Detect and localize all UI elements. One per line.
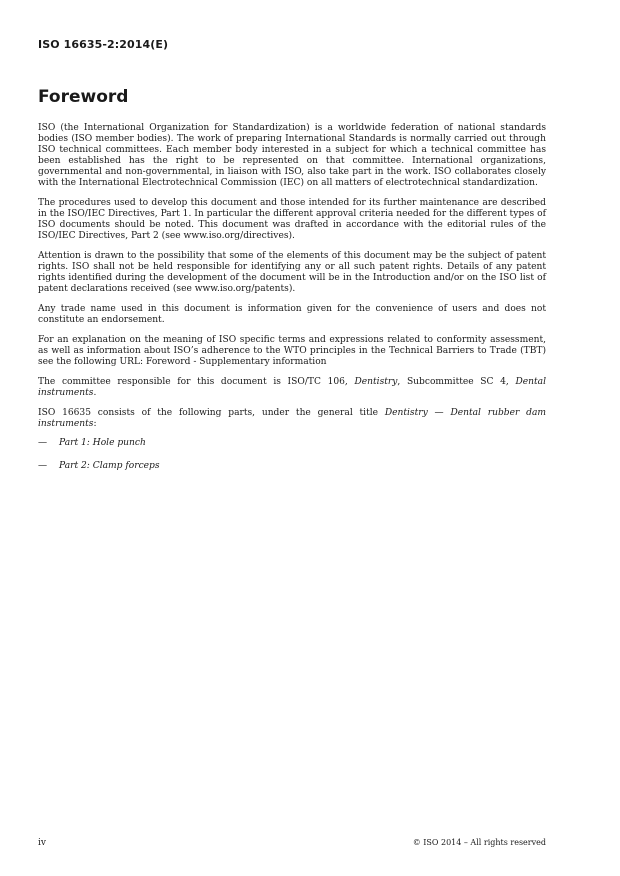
- paragraph-parts-intro: [38, 408, 546, 430]
- paragraph-procedures: The procedures used to develop this document and those intended for its further maintenance are described in the ISO/IEC Directives, Part 1. In particular the different approval criteria needed for the different types of ISO documents should be noted. This document was drafted in accordance with the editorial rules of the ISO/IEC Directives, Part 2 (see www.iso.org/directives).: [38, 198, 546, 242]
- page-number: iv: [38, 838, 46, 848]
- committee-name: Dentistry: [354, 376, 398, 387]
- subcommittee-name: Dental instruments: [38, 376, 546, 398]
- paragraph-conformity: For an explanation on the meaning of ISO specific terms and expressions related to conformity assessment, as well as information about ISO’s adherence to the WTO principles in the Technical Barriers to Trade (TBT) see the following URL: Foreword - Supplementary information: [38, 334, 546, 368]
- part-label: Part 1: Hole punch: [59, 438, 146, 449]
- parts-list: [38, 438, 546, 472]
- document-id: ISO 16635-2:2014(E): [38, 38, 169, 51]
- list-dash: —: [38, 460, 48, 471]
- list-dash: —: [38, 438, 48, 449]
- paragraph-patents: Attention is drawn to the possibility that some of the elements of this document may be the subject of patent rights. ISO shall not be held responsible for identifying any or all such patent rights. Details of any patent rights identified during the development of the document will be in the Introduction and/or on the ISO list of patent declarations received (see www.iso.org/patents).: [38, 251, 546, 295]
- part-label: Part 2: Clamp forceps: [59, 460, 160, 471]
- parts-intro-text: ISO 16635 consists of the following parts, under the general title: [38, 407, 385, 418]
- paragraph-trade-names: Any trade name used in this document is information given for the convenience of users and does not constitute an endorsement.: [38, 304, 546, 326]
- committee-text-2: , Subcommittee SC 4,: [397, 376, 516, 387]
- section-title: Foreword: [38, 87, 129, 107]
- paragraph-committee: [38, 377, 546, 399]
- foreword-body: [38, 123, 546, 484]
- list-item: [38, 438, 546, 449]
- committee-text: The committee responsible for this document is ISO/TC 106,: [38, 376, 355, 387]
- parts-intro-colon: :: [93, 418, 97, 429]
- general-title: Dentistry — Dental rubber dam instruments: [38, 407, 546, 429]
- committee-period: .: [93, 387, 97, 398]
- paragraph-iso-overview: ISO (the International Organization for Standardization) is a worldwide federation of national standards bodies (ISO member bodies). The work of preparing International Standards is normally carried out through ISO technical committees. Each member body interested in a subject for which a technical committee has been established has the right to be represented on that committee. International organizations, governmental and non-governmental, in liaison with ISO, also take part in the work. ISO collaborates closely with the International Electrotechnical Commission (IEC) on all matters of electrotechnical standardization.: [38, 123, 546, 189]
- list-item: [38, 461, 546, 472]
- copyright-notice: © ISO 2014 – All rights reserved: [412, 838, 546, 847]
